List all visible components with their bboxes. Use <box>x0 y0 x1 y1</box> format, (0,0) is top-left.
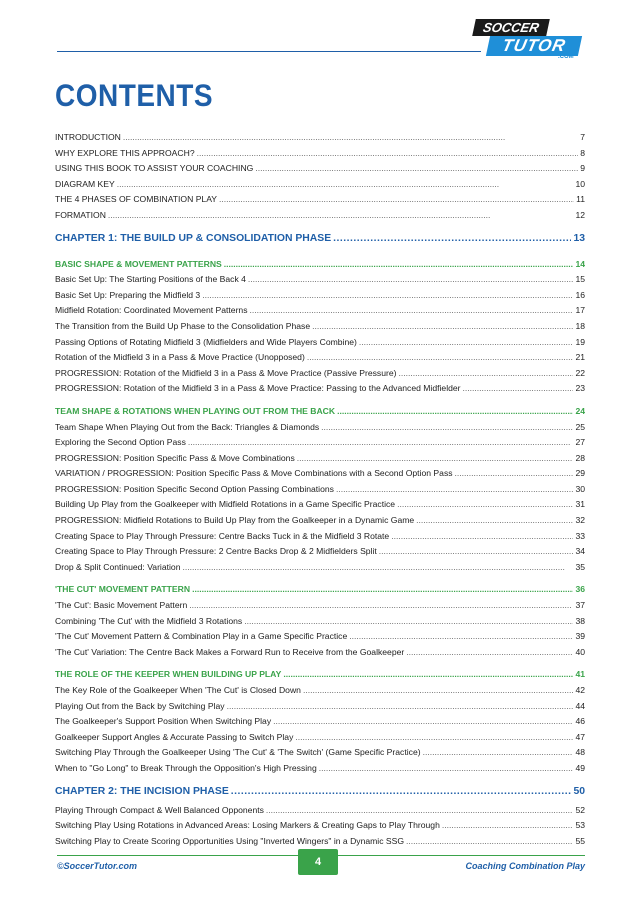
toc-title: The Transition from the Build Up Phase to the Consolidation Phase <box>55 320 311 331</box>
toc-leader-dots <box>227 701 574 711</box>
toc-page-number: 7 <box>580 132 585 142</box>
toc-page-number: 11 <box>576 194 585 205</box>
toc-page-number: 53 <box>575 820 585 831</box>
toc-page-number: 15 <box>575 274 585 285</box>
toc-page-number: 27 <box>575 437 585 448</box>
toc-page-number: 36 <box>575 584 585 595</box>
toc-page-number: 30 <box>575 483 585 494</box>
toc-leader-dots <box>108 210 574 220</box>
toc-title: The Goalkeeper's Support Position When Switching Play <box>55 716 272 727</box>
toc-entry-row[interactable] <box>55 515 585 531</box>
toc-title: Playing Through Compact & Well Balanced Opponents <box>55 804 264 815</box>
toc-page-number: 25 <box>575 421 585 432</box>
toc-leader-dots <box>202 290 573 300</box>
toc-leader-dots <box>333 233 571 244</box>
toc-leader-dots <box>321 422 573 432</box>
toc-title: Exploring the Second Option Pass <box>55 437 186 448</box>
toc-page-number: 38 <box>575 615 585 626</box>
toc-title: 'The Cut' Variation: The Centre Back Makes a Forward Run to Receive from the Goalkeeper <box>55 646 405 657</box>
toc-leader-dots <box>391 531 573 541</box>
toc-title: Creating Space to Play Through Pressure: Centre Backs Tuck in & the Midfield 3 Rotate <box>55 530 390 541</box>
toc-section-row[interactable] <box>55 406 585 422</box>
toc-entry-row[interactable] <box>55 352 585 368</box>
logo-soccer-text: SOCCER <box>472 19 550 36</box>
toc-page-number: 33 <box>575 530 585 541</box>
toc-page-number: 32 <box>575 515 585 526</box>
logo-domain-text: .COM <box>558 54 574 60</box>
toc-spacer <box>55 577 585 584</box>
toc-page-number: 49 <box>575 762 585 773</box>
toc-title: CHAPTER 2: THE INCISION PHASE <box>55 785 229 797</box>
toc-page-number: 37 <box>575 600 585 611</box>
toc-leader-dots <box>399 368 574 378</box>
toc-page-number: 46 <box>575 716 585 727</box>
toc-page-number: 48 <box>575 747 585 758</box>
toc-title: WHY EXPLORE THIS APPROACH? <box>55 147 195 158</box>
toc-leader-dots <box>416 515 573 525</box>
toc-title: Creating Space to Play Through Pressure: 2 Centre Backs Drop & 2 Midfielders Split <box>55 546 377 557</box>
toc-title: Combining 'The Cut' with the Midfield 3 Rotations <box>55 615 243 626</box>
toc-entry-row[interactable] <box>55 484 585 500</box>
toc-page-number: 29 <box>575 468 585 479</box>
toc-entry-row[interactable] <box>55 701 585 717</box>
toc-leader-dots <box>423 747 574 757</box>
toc-leader-dots <box>463 383 574 393</box>
toc-leader-dots <box>266 805 574 815</box>
toc-leader-dots <box>406 647 573 657</box>
toc-title: PROGRESSION: Rotation of the Midfield 3 in a Pass & Move Practice: Passing to the Advanced Midfielder <box>55 383 461 394</box>
toc-page-number: 28 <box>575 452 585 463</box>
toc-section-row[interactable] <box>55 669 585 685</box>
toc-title: When to "Go Long" to Break Through the Opposition's High Pressing <box>55 762 317 773</box>
toc-page-number: 41 <box>575 669 585 680</box>
toc-chapter-row[interactable] <box>55 786 585 805</box>
toc-leader-dots <box>273 716 573 726</box>
toc-entry-row[interactable] <box>55 805 585 821</box>
toc-leader-dots <box>406 836 573 846</box>
toc-title: Midfield Rotation: Coordinated Movement Patterns <box>55 305 248 316</box>
logo-tutor-text: TUTOR <box>486 36 582 56</box>
toc-title: Playing Out from the Back by Switching Play <box>55 700 225 711</box>
footer-book-title: Coaching Combination Play <box>465 861 585 871</box>
toc-entry-row[interactable] <box>55 546 585 562</box>
toc-entry-row[interactable] <box>55 616 585 632</box>
toc-leader-dots <box>442 820 574 830</box>
toc-title: PROGRESSION: Position Specific Pass & Move Combinations <box>55 452 295 463</box>
toc-title: PROGRESSION: Position Specific Second Option Passing Combinations <box>55 483 334 494</box>
toc-title: CHAPTER 1: THE BUILD UP & CONSOLIDATION PHASE <box>55 232 332 244</box>
toc-page-number: 18 <box>575 320 585 331</box>
toc-leader-dots <box>349 631 573 641</box>
toc-entry-row[interactable] <box>55 274 585 290</box>
toc-page-number: 50 <box>573 785 585 797</box>
toc-leader-dots <box>255 163 578 173</box>
toc-spacer <box>55 399 585 406</box>
toc-leader-dots <box>182 562 573 572</box>
toc-entry-row[interactable] <box>55 179 585 195</box>
toc-page-number: 16 <box>575 289 585 300</box>
toc-title: 'The Cut': Basic Movement Pattern <box>55 600 188 611</box>
toc-leader-dots <box>250 305 574 315</box>
header-rule <box>57 51 481 52</box>
toc-section-row[interactable] <box>55 584 585 600</box>
toc-leader-dots <box>312 321 573 331</box>
toc-page-number: 47 <box>575 731 585 742</box>
toc-chapter-row[interactable] <box>55 233 585 252</box>
toc-entry-row[interactable] <box>55 148 585 164</box>
toc-page-number: 44 <box>575 700 585 711</box>
table-of-contents <box>55 132 585 851</box>
toc-entry-row[interactable] <box>55 468 585 484</box>
toc-leader-dots <box>197 148 579 158</box>
toc-page-number: 55 <box>575 835 585 846</box>
toc-leader-dots <box>189 600 573 610</box>
toc-title: 'THE CUT' MOVEMENT PATTERN <box>55 584 191 595</box>
page-title: CONTENTS <box>55 78 213 113</box>
toc-page-number: 31 <box>575 499 585 510</box>
toc-leader-dots <box>337 406 573 416</box>
toc-entry-row[interactable] <box>55 716 585 732</box>
toc-page-number: 19 <box>575 336 585 347</box>
toc-title: FORMATION <box>55 209 106 220</box>
toc-leader-dots <box>379 546 574 556</box>
toc-leader-dots <box>295 732 573 742</box>
toc-title: Passing Options of Rotating Midfield 3 (Midfielders and Wide Players Combine) <box>55 336 357 347</box>
toc-entry-row[interactable] <box>55 747 585 763</box>
toc-title: The Key Role of the Goalkeeper When 'The Cut' is Closed Down <box>55 685 301 695</box>
toc-title: Basic Set Up: The Starting Positions of the Back 4 <box>55 274 246 285</box>
toc-page-number: 24 <box>575 405 585 416</box>
toc-title: Basic Set Up: Preparing the Midfield 3 <box>55 289 201 300</box>
toc-entry-row[interactable] <box>55 163 585 179</box>
toc-entry-row[interactable] <box>55 820 585 836</box>
toc-entry-row[interactable] <box>55 499 585 515</box>
toc-title: DIAGRAM KEY <box>55 178 115 189</box>
toc-spacer <box>55 662 585 669</box>
toc-spacer <box>55 226 585 233</box>
toc-entry-row[interactable] <box>55 368 585 384</box>
toc-leader-dots <box>117 179 574 189</box>
toc-entry-row[interactable] <box>55 600 585 616</box>
toc-title: TEAM SHAPE & ROTATIONS WHEN PLAYING OUT FROM THE BACK <box>55 405 336 416</box>
page-number-badge: 4 <box>298 849 338 875</box>
footer-copyright: ©SoccerTutor.com <box>57 861 137 871</box>
toc-leader-dots <box>231 786 572 797</box>
toc-page-number: 17 <box>575 305 585 316</box>
toc-leader-dots <box>455 468 574 478</box>
toc-leader-dots <box>336 484 573 494</box>
toc-entry-row[interactable] <box>55 531 585 547</box>
toc-entry-row[interactable] <box>55 732 585 748</box>
toc-page-number: 14 <box>575 258 585 269</box>
toc-title: Switching Play Through the Goalkeeper Using 'The Cut' & 'The Switch' (Game Specific Practice) <box>55 747 421 758</box>
toc-page-number: 35 <box>575 561 585 572</box>
toc-entry-row[interactable] <box>55 321 585 337</box>
toc-title: PROGRESSION: Midfield Rotations to Build Up Play from the Goalkeeper in a Dynamic Game <box>55 515 415 526</box>
toc-page-number: 40 <box>575 646 585 657</box>
toc-title: USING THIS BOOK TO ASSIST YOUR COACHING <box>55 163 254 174</box>
toc-title: Goalkeeper Support Angles & Accurate Passing to Switch Play <box>55 731 294 742</box>
toc-leader-dots <box>244 616 573 626</box>
toc-page-number: 42 <box>575 685 585 695</box>
toc-leader-dots <box>188 437 574 447</box>
toc-title: Drop & Split Continued: Variation <box>55 561 181 572</box>
toc-entry-row[interactable] <box>55 305 585 321</box>
toc-title: Rotation of the Midfield 3 in a Pass & Move Practice (Unopposed) <box>55 352 305 363</box>
toc-entry-row[interactable] <box>55 763 585 779</box>
toc-entry-row[interactable] <box>55 562 585 578</box>
toc-entry-row[interactable] <box>55 383 585 399</box>
toc-title: Switching Play Using Rotations in Advanced Areas: Losing Markers & Creating Gaps to Play Through <box>55 820 440 831</box>
toc-page-number: 39 <box>575 631 585 642</box>
toc-leader-dots <box>319 763 574 773</box>
toc-entry-row[interactable] <box>55 337 585 353</box>
toc-page-number: 8 <box>580 147 585 158</box>
toc-title: THE 4 PHASES OF COMBINATION PLAY <box>55 194 218 205</box>
toc-title: Team Shape When Playing Out from the Back: Triangles & Diamonds <box>55 421 320 432</box>
toc-entry-row[interactable] <box>55 685 585 701</box>
toc-page-number: 12 <box>575 209 585 220</box>
toc-entry-row[interactable] <box>55 132 585 148</box>
toc-title: THE ROLE OF THE KEEPER WHEN BUILDING UP PLAY <box>55 669 282 680</box>
toc-spacer <box>55 779 585 786</box>
toc-entry-row[interactable] <box>55 647 585 663</box>
toc-page-number: 9 <box>580 163 585 174</box>
toc-title: Building Up Play from the Goalkeeper with Midfield Rotations in a Game Specific Practice <box>55 499 396 510</box>
toc-page-number: 13 <box>573 232 585 244</box>
toc-entry-row[interactable] <box>55 453 585 469</box>
toc-page-number: 52 <box>575 804 585 815</box>
toc-page-number: 22 <box>575 367 585 378</box>
toc-page-number: 34 <box>575 546 585 557</box>
toc-title: Switching Play to Create Scoring Opportunities Using "Inverted Wingers" in a Dynamic SSG <box>55 835 405 846</box>
toc-leader-dots <box>123 132 578 142</box>
toc-entry-row[interactable] <box>55 210 585 226</box>
toc-title: PROGRESSION: Rotation of the Midfield 3 in a Pass & Move Practice (Passive Pressure) <box>55 367 397 378</box>
toc-entry-row[interactable] <box>55 437 585 453</box>
toc-leader-dots <box>307 352 574 362</box>
toc-leader-dots <box>219 194 574 204</box>
toc-entry-row[interactable] <box>55 194 585 210</box>
toc-title: INTRODUCTION <box>55 132 121 142</box>
toc-section-row[interactable] <box>55 259 585 275</box>
toc-leader-dots <box>359 337 574 347</box>
toc-title: BASIC SHAPE & MOVEMENT PATTERNS <box>55 258 222 269</box>
toc-entry-row[interactable] <box>55 422 585 438</box>
toc-title: 'The Cut' Movement Pattern & Combination Play in a Game Specific Practice <box>55 631 348 642</box>
toc-entry-row[interactable] <box>55 290 585 306</box>
toc-leader-dots <box>297 453 574 463</box>
toc-leader-dots <box>224 259 574 269</box>
toc-page-number: 23 <box>575 383 585 394</box>
toc-title: VARIATION / PROGRESSION: Position Specific Pass & Move Combinations with a Second Option Pass <box>55 468 453 479</box>
soccer-tutor-logo <box>474 17 586 61</box>
toc-leader-dots <box>397 499 573 509</box>
toc-leader-dots <box>248 274 574 284</box>
toc-page-number: 10 <box>575 178 585 189</box>
toc-spacer <box>55 252 585 259</box>
toc-leader-dots <box>283 669 573 679</box>
toc-entry-row[interactable] <box>55 631 585 647</box>
toc-page-number: 21 <box>575 352 585 363</box>
toc-leader-dots <box>303 685 574 695</box>
toc-leader-dots <box>192 584 573 594</box>
